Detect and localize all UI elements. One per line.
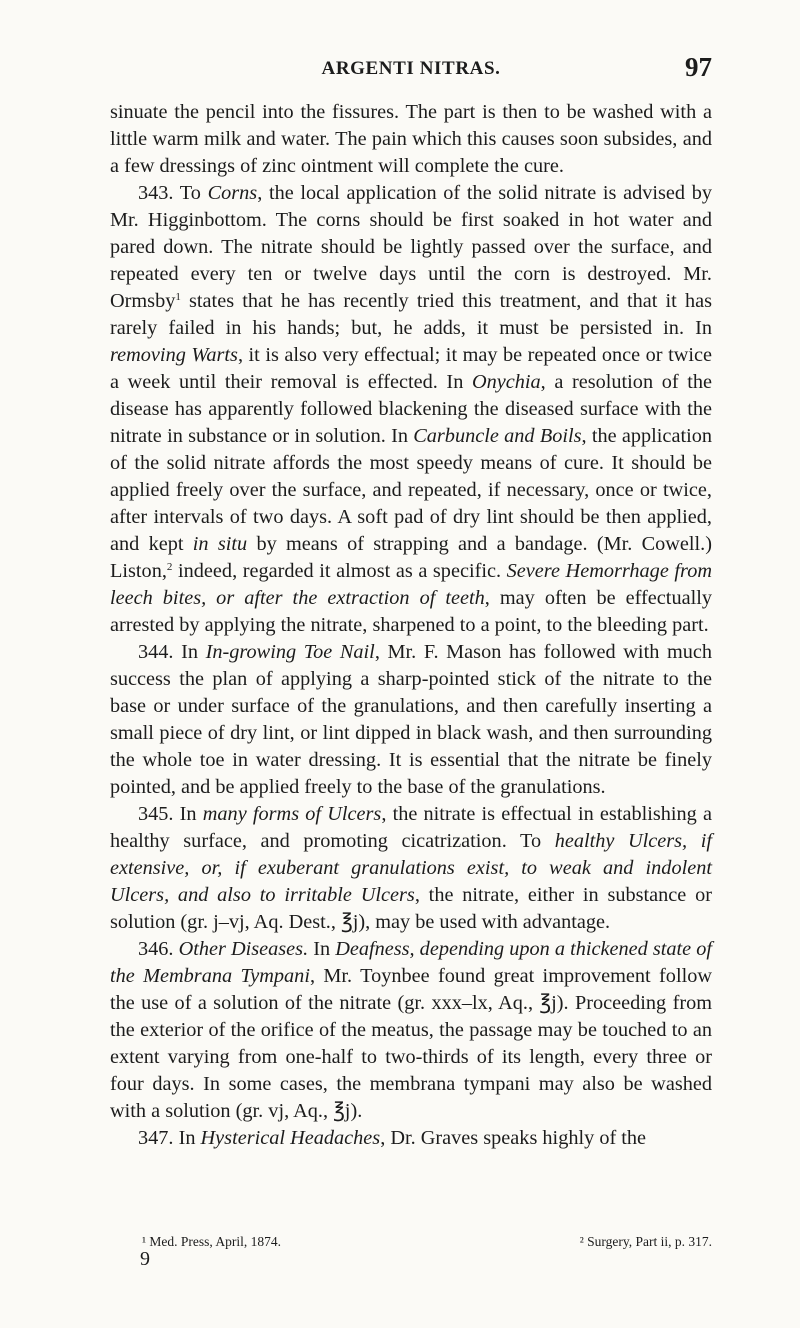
paragraph-343: 343. To Corns, the local application of the solid nitrate is advised by Mr. Higginbottom. The corns should be first soaked in hot water and pared down. The nitrate should be lightly passed over the surface, and repeated every ten or twelve days until the corn is destroyed. Mr. Ormsby$^1$ states that he has recently tried this treatment, and that it has rarely failed in his hands; but, he adds, it must be persisted in. In removing Warts, it is also very effectual; it may be repeated once or twice a week until their removal is effected. In Onychia, a resolution of the disease has apparently followed blackening the diseased surface with the nitrate in substance or in solution. In Carbuncle and Boils, the application of the solid nitrate affords the most speedy means of cure. It should be applied freely over the surface, and repeated, if necessary, once or twice, after intervals of two days. A soft pad of dry lint should be then applied, and kept in situ by means of strapping and a bandage. (Mr. Cowell.) Liston,$^2$ indeed, regarded it almost as a specific. Severe Hemorrhage from leech bites, or after the extraction of teeth, may often be effectually arrested by applying the nitrate, sharpened to a point, to the bleeding part.: [110, 182, 713, 636]
running-title: ARGENTI NITRAS.: [321, 58, 501, 79]
paragraph-347: 347. In Hysterical Headaches, Dr. Graves speaks highly of the: [138, 1127, 647, 1149]
footnote-1: ¹ Med. Press, April, 1874.: [142, 1234, 282, 1249]
signature-mark: 9: [140, 1248, 150, 1270]
paragraph-344: 344. In In-growing Toe Nail, Mr. F. Mason has followed with much success the plan of applying a sharp-pointed stick of the nitrate to the base or under surface of the granulations, and then carefully inserting a small piece of dry lint, or lint dipped in black wash, and then surrounding the whole toe in water dressing. It is essential that the nitrate be finely pointed, and be applied freely to the base of the granulations.: [110, 641, 712, 798]
running-head: [110, 52, 712, 82]
paragraph-346: 346. Other Diseases. In Deafness, depending upon a thickened state of the Membrana Tympani, Mr. Toynbee found great improvement follow the use of a solution of the nitrate (gr. xxx–lx, Aq., ℥j). Proceeding from the exterior of the orifice of the meatus, the passage may be touched to an extent varying from one-half to two-thirds of its length, every three or four days. In some cases, the membrana tympani may also be washed with a solution (gr. vj, Aq., ℥j).: [110, 938, 713, 1122]
footnote-2: ² Surgery, Part ii, p. 317.: [579, 1234, 712, 1249]
footnotes: [110, 1233, 712, 1251]
paragraph-continuation: sinuate the pencil into the fissures. The part is then to be washed with a little warm milk and water. The pain which this causes soon subsides, and a few dressings of zinc ointment will complete the cure.: [110, 101, 712, 177]
body-text: [110, 99, 712, 1152]
page-number: 97: [685, 52, 712, 82]
paragraph-345: 345. In many forms of Ulcers, the nitrate is effectual in establishing a healthy surface, and promoting cicatrization. To healthy Ulcers, if extensive, or, if exuberant granulations exist, to weak and indolent Ulcers, and also to irritable Ulcers, the nitrate, either in substance or solution (gr. j–vj, Aq. Dest., ℥j), may be used with advantage.: [110, 803, 713, 933]
